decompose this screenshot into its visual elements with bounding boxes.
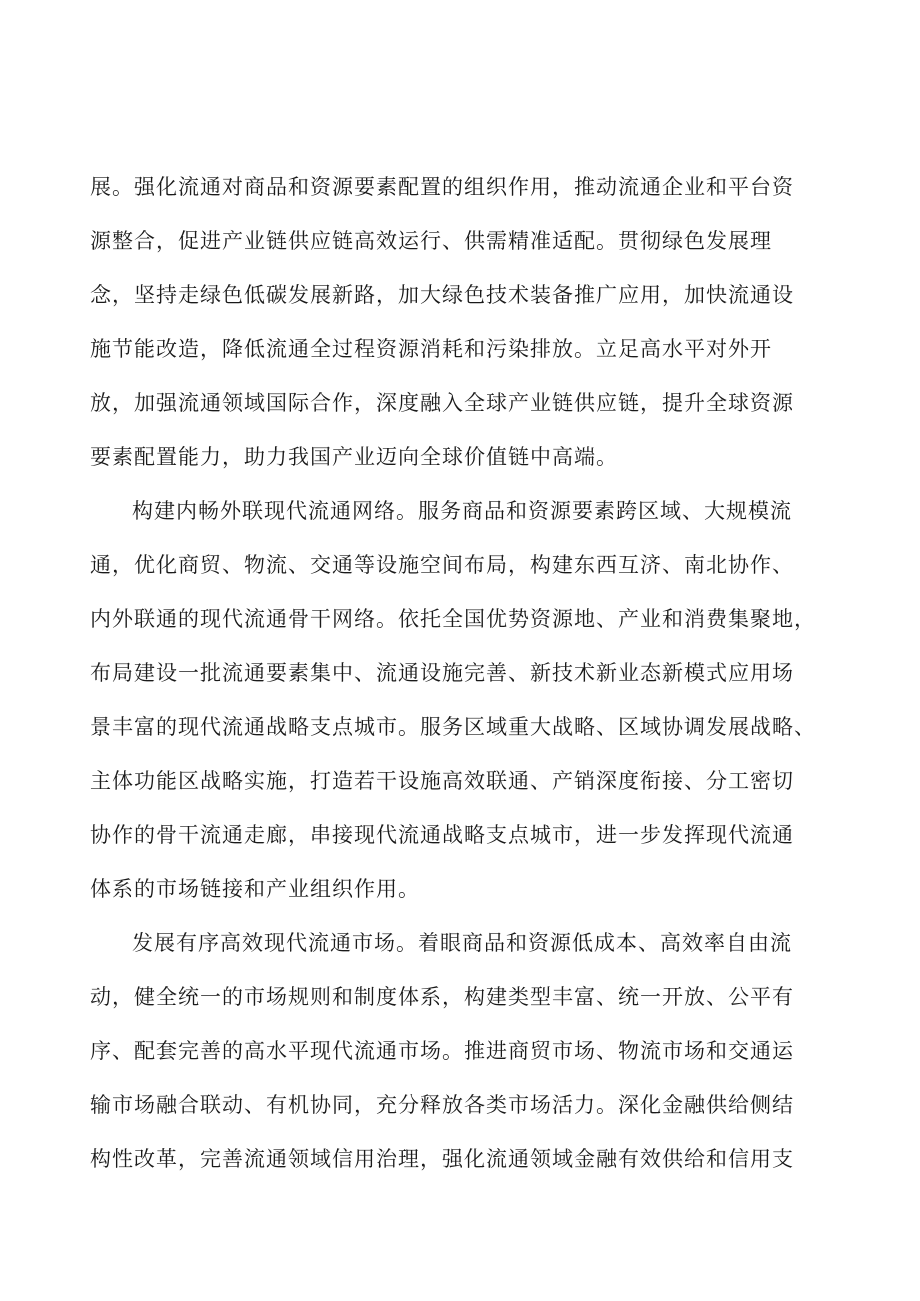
paragraph-1-line-2: 源整合，促进产业链供应链高效运行、供需精准适配。贯彻绿色发展理 — [90, 229, 772, 253]
paragraph-1-line-4: 施节能改造，降低流通全过程资源消耗和污染排放。立足高水平对外开 — [90, 337, 772, 361]
paragraph-3-line-4: 输市场融合联动、有机协同，充分释放各类市场活力。深化金融供给侧结 — [90, 1093, 794, 1117]
paragraph-2-line-3: 内外联通的现代流通骨干网络。依托全国优势资源地、产业和消费集聚地， — [90, 607, 816, 631]
paragraph-2-line-4: 布局建设一批流通要素集中、流通设施完善、新技术新业态新模式应用场 — [90, 661, 794, 685]
paragraph-1-line-3: 念，坚持走绿色低碳发展新路，加大绿色技术装备推广应用，加快流通设 — [90, 283, 794, 307]
paragraph-1-line-5: 放，加强流通领域国际合作，深度融入全球产业链供应链，提升全球资源 — [90, 391, 794, 415]
paragraph-2-line-6: 主体功能区战略实施，打造若干设施高效联通、产销深度衔接、分工密切 — [90, 769, 794, 793]
paragraph-2-line-2: 通，优化商贸、物流、交通等设施空间布局，构建东西互济、南北协作、 — [90, 553, 794, 577]
paragraph-2-line-8: 体系的市场链接和产业组织作用。 — [90, 877, 420, 901]
paragraph-1-line-1: 展。强化流通对商品和资源要素配置的组织作用，推动流通企业和平台资 — [90, 175, 794, 199]
paragraph-3-line-1: 发展有序高效现代流通市场。着眼商品和资源低成本、高效率自由流 — [132, 931, 792, 955]
paragraph-3-line-2: 动，健全统一的市场规则和制度体系，构建类型丰富、统一开放、公平有 — [90, 985, 794, 1009]
paragraph-2-line-7: 协作的骨干流通走廊，串接现代流通战略支点城市，进一步发挥现代流通 — [90, 823, 794, 847]
paragraph-3-line-3: 序、配套完善的高水平现代流通市场。推进商贸市场、物流市场和交通运 — [90, 1039, 794, 1063]
paragraph-2-line-5: 景丰富的现代流通战略支点城市。服务区域重大战略、区域协调发展战略、 — [90, 715, 816, 739]
paragraph-3-line-5: 构性改革，完善流通领域信用治理，强化流通领域金融有效供给和信用支 — [90, 1147, 794, 1171]
paragraph-1-line-6: 要素配置能力，助力我国产业迈向全球价值链中高端。 — [90, 445, 618, 469]
paragraph-2-line-1: 构建内畅外联现代流通网络。服务商品和资源要素跨区域、大规模流 — [132, 499, 792, 523]
